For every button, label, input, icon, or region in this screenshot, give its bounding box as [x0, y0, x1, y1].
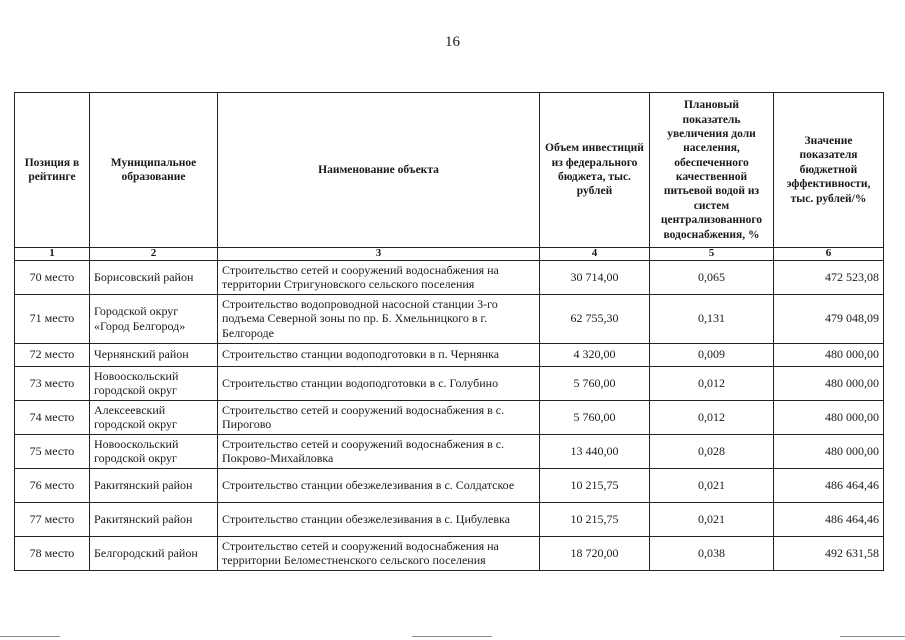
municipality-cell: Борисовский район — [90, 260, 218, 294]
object-cell: Строительство водопроводной насосной станции 3-го подъема Северной зоны по пр. Б. Хмельницкого в г. Белгороде — [218, 294, 540, 343]
column-number: 4 — [540, 248, 650, 261]
header-efficiency: Значение показателя бюджетной эффективности, тыс. рублей/% — [774, 93, 884, 248]
municipality-cell: Ракитянский район — [90, 468, 218, 502]
efficiency-cell: 479 048,09 — [774, 294, 884, 343]
position-cell: 74 место — [15, 400, 90, 434]
investment-cell: 5 760,00 — [540, 366, 650, 400]
object-cell: Строительство сетей и сооружений водоснабжения в с. Пирогово — [218, 400, 540, 434]
investment-cell: 5 760,00 — [540, 400, 650, 434]
investment-cell: 4 320,00 — [540, 343, 650, 366]
efficiency-cell: 480 000,00 — [774, 434, 884, 468]
table-row — [15, 536, 884, 570]
page-bottom-edge — [0, 632, 905, 640]
share-cell: 0,038 — [650, 536, 774, 570]
header-position: Позиция в рейтинге — [15, 93, 90, 248]
edge-mark — [412, 636, 492, 637]
share-cell: 0,021 — [650, 502, 774, 536]
rating-table — [14, 92, 884, 571]
investment-cell: 13 440,00 — [540, 434, 650, 468]
municipality-cell: Новооскольский городской округ — [90, 366, 218, 400]
municipality-cell: Новооскольский городской округ — [90, 434, 218, 468]
efficiency-cell: 480 000,00 — [774, 366, 884, 400]
object-cell: Строительство станции обезжелезивания в с. Цибулевка — [218, 502, 540, 536]
share-cell: 0,028 — [650, 434, 774, 468]
investment-cell: 10 215,75 — [540, 502, 650, 536]
municipality-cell: Алексеевский городской округ — [90, 400, 218, 434]
table-row — [15, 343, 884, 366]
share-cell: 0,012 — [650, 366, 774, 400]
edge-mark — [0, 636, 60, 637]
header-object: Наименование объекта — [218, 93, 540, 248]
investment-cell: 62 755,30 — [540, 294, 650, 343]
efficiency-cell: 486 464,46 — [774, 502, 884, 536]
column-number: 6 — [774, 248, 884, 261]
object-cell: Строительство станции водоподготовки в п. Чернянка — [218, 343, 540, 366]
investment-cell: 10 215,75 — [540, 468, 650, 502]
municipality-cell: Ракитянский район — [90, 502, 218, 536]
column-numbers-row — [15, 248, 884, 261]
object-cell: Строительство сетей и сооружений водоснабжения на территории Стригуновского сельского поселения — [218, 260, 540, 294]
object-cell: Строительство станции обезжелезивания в с. Солдатское — [218, 468, 540, 502]
header-population-share: Плановый показатель увеличения доли населения, обеспеченного качественной питьевой водой из систем централизованного водоснабжения, % — [650, 93, 774, 248]
investment-cell: 18 720,00 — [540, 536, 650, 570]
share-cell: 0,131 — [650, 294, 774, 343]
efficiency-cell: 480 000,00 — [774, 343, 884, 366]
table-row — [15, 294, 884, 343]
table-row — [15, 434, 884, 468]
position-cell: 72 место — [15, 343, 90, 366]
position-cell: 76 место — [15, 468, 90, 502]
column-number: 5 — [650, 248, 774, 261]
column-number: 3 — [218, 248, 540, 261]
position-cell: 70 место — [15, 260, 90, 294]
object-cell: Строительство станции водоподготовки в с. Голубино — [218, 366, 540, 400]
table-row — [15, 260, 884, 294]
position-cell: 71 место — [15, 294, 90, 343]
header-investment: Объем инвестиций из федерального бюджета, тыс. рублей — [540, 93, 650, 248]
share-cell: 0,065 — [650, 260, 774, 294]
efficiency-cell: 480 000,00 — [774, 400, 884, 434]
position-cell: 78 место — [15, 536, 90, 570]
table-row — [15, 468, 884, 502]
municipality-cell: Белгородский район — [90, 536, 218, 570]
investment-cell: 30 714,00 — [540, 260, 650, 294]
edge-mark — [840, 636, 905, 637]
table-row — [15, 366, 884, 400]
position-cell: 77 место — [15, 502, 90, 536]
object-cell: Строительство сетей и сооружений водоснабжения в с. Покрово-Михайловка — [218, 434, 540, 468]
table-row — [15, 400, 884, 434]
share-cell: 0,012 — [650, 400, 774, 434]
municipality-cell: Городской округ «Город Белгород» — [90, 294, 218, 343]
page-number: 16 — [445, 34, 460, 50]
position-cell: 75 место — [15, 434, 90, 468]
column-number: 2 — [90, 248, 218, 261]
efficiency-cell: 486 464,46 — [774, 468, 884, 502]
object-cell: Строительство сетей и сооружений водоснабжения на территории Беломестненского сельского поселения — [218, 536, 540, 570]
header-municipality: Муниципальное образование — [90, 93, 218, 248]
table-row — [15, 502, 884, 536]
share-cell: 0,021 — [650, 468, 774, 502]
efficiency-cell: 492 631,58 — [774, 536, 884, 570]
municipality-cell: Чернянский район — [90, 343, 218, 366]
share-cell: 0,009 — [650, 343, 774, 366]
position-cell: 73 место — [15, 366, 90, 400]
header-row — [15, 93, 884, 248]
column-number: 1 — [15, 248, 90, 261]
efficiency-cell: 472 523,08 — [774, 260, 884, 294]
